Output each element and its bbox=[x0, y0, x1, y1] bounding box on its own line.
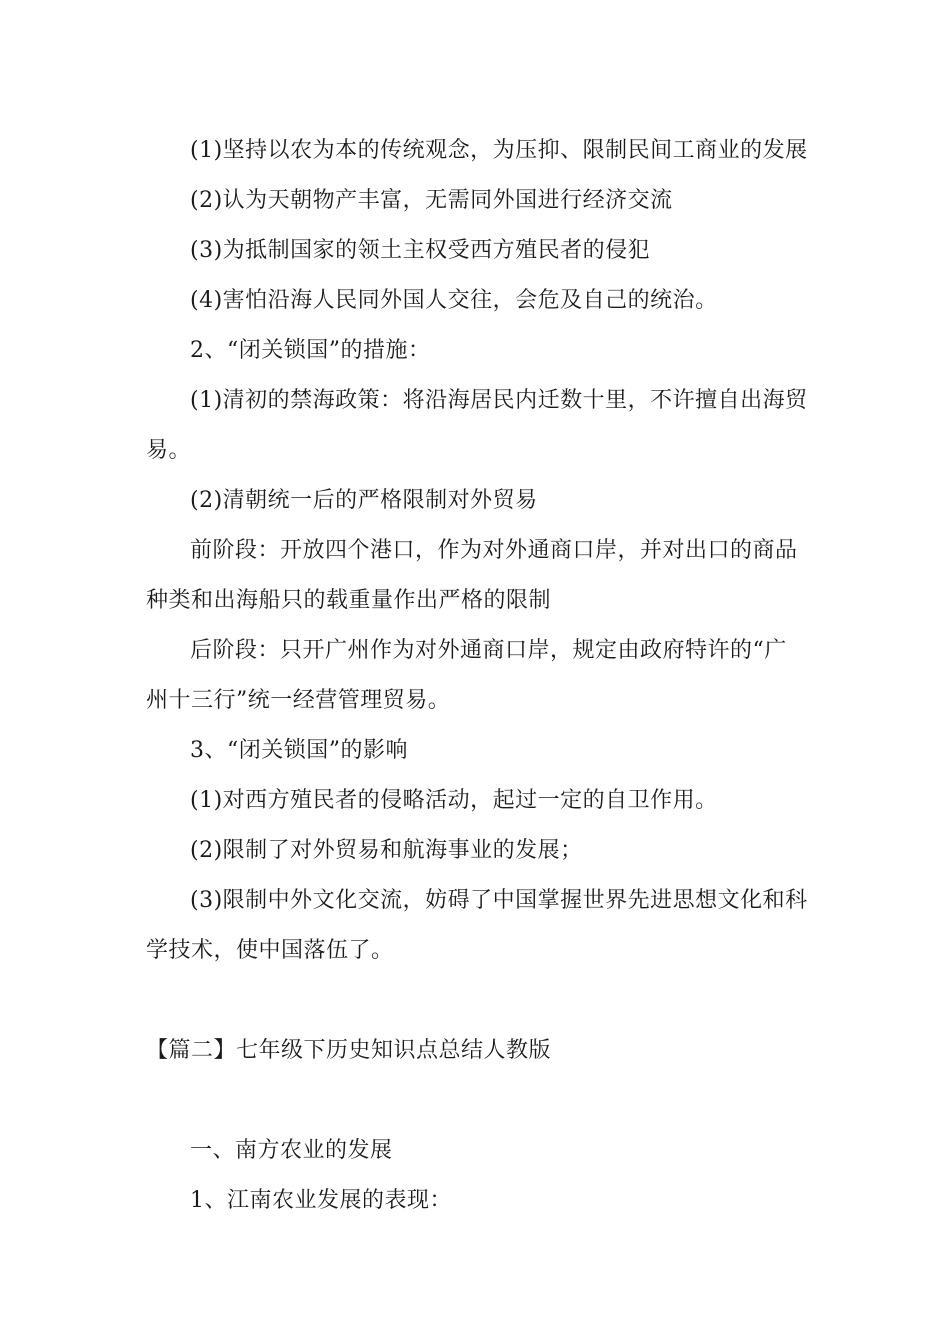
paragraph-line: (2)认为天朝物产丰富，无需同外国进行经济交流 bbox=[190, 188, 673, 213]
paragraph-line: 学技术，使中国落伍了。 bbox=[146, 938, 394, 963]
section-heading: 一、南方农业的发展 bbox=[190, 1138, 393, 1163]
paragraph-line: (2)清朝统一后的严格限制对外贸易 bbox=[190, 488, 538, 513]
paragraph-line: (4)害怕沿海人民同外国人交往，会危及自己的统治。 bbox=[190, 288, 718, 313]
paragraph-line: (1)坚持以农为本的传统观念，为压抑、限制民间工商业的发展 bbox=[190, 138, 808, 163]
paragraph-line: (1)对西方殖民者的侵略活动，起过一定的自卫作用。 bbox=[190, 788, 718, 813]
paragraph-line: (3)为抵制国家的领土主权受西方殖民者的侵犯 bbox=[190, 238, 651, 263]
paragraph-line: (2)限制了对外贸易和航海事业的发展； bbox=[190, 838, 583, 863]
paragraph-line: 州十三行”统一经营管理贸易。 bbox=[146, 688, 451, 713]
paragraph-line: (1)清初的禁海政策：将沿海居民内迁数十里，不许擅自出海贸 bbox=[190, 388, 808, 413]
paragraph-line: 前阶段：开放四个港口，作为对外通商口岸，并对出口的商品 bbox=[190, 538, 798, 563]
paragraph-line: 种类和出海船只的载重量作出严格的限制 bbox=[146, 588, 552, 613]
section-heading: 3、“闭关锁国”的影响 bbox=[190, 738, 408, 763]
section-heading: 2、“闭关锁国”的措施： bbox=[190, 338, 431, 363]
paragraph-line: 易。 bbox=[146, 438, 192, 463]
article-title: 【篇二】七年级下历史知识点总结人教版 bbox=[146, 1038, 552, 1063]
subsection-heading: 1、江南农业发展的表现： bbox=[190, 1188, 452, 1213]
paragraph-line: (3)限制中外文化交流，妨碍了中国掌握世界先进思想文化和科 bbox=[190, 888, 808, 913]
paragraph-line: 后阶段：只开广州作为对外通商口岸，规定由政府特许的“广 bbox=[190, 638, 787, 663]
